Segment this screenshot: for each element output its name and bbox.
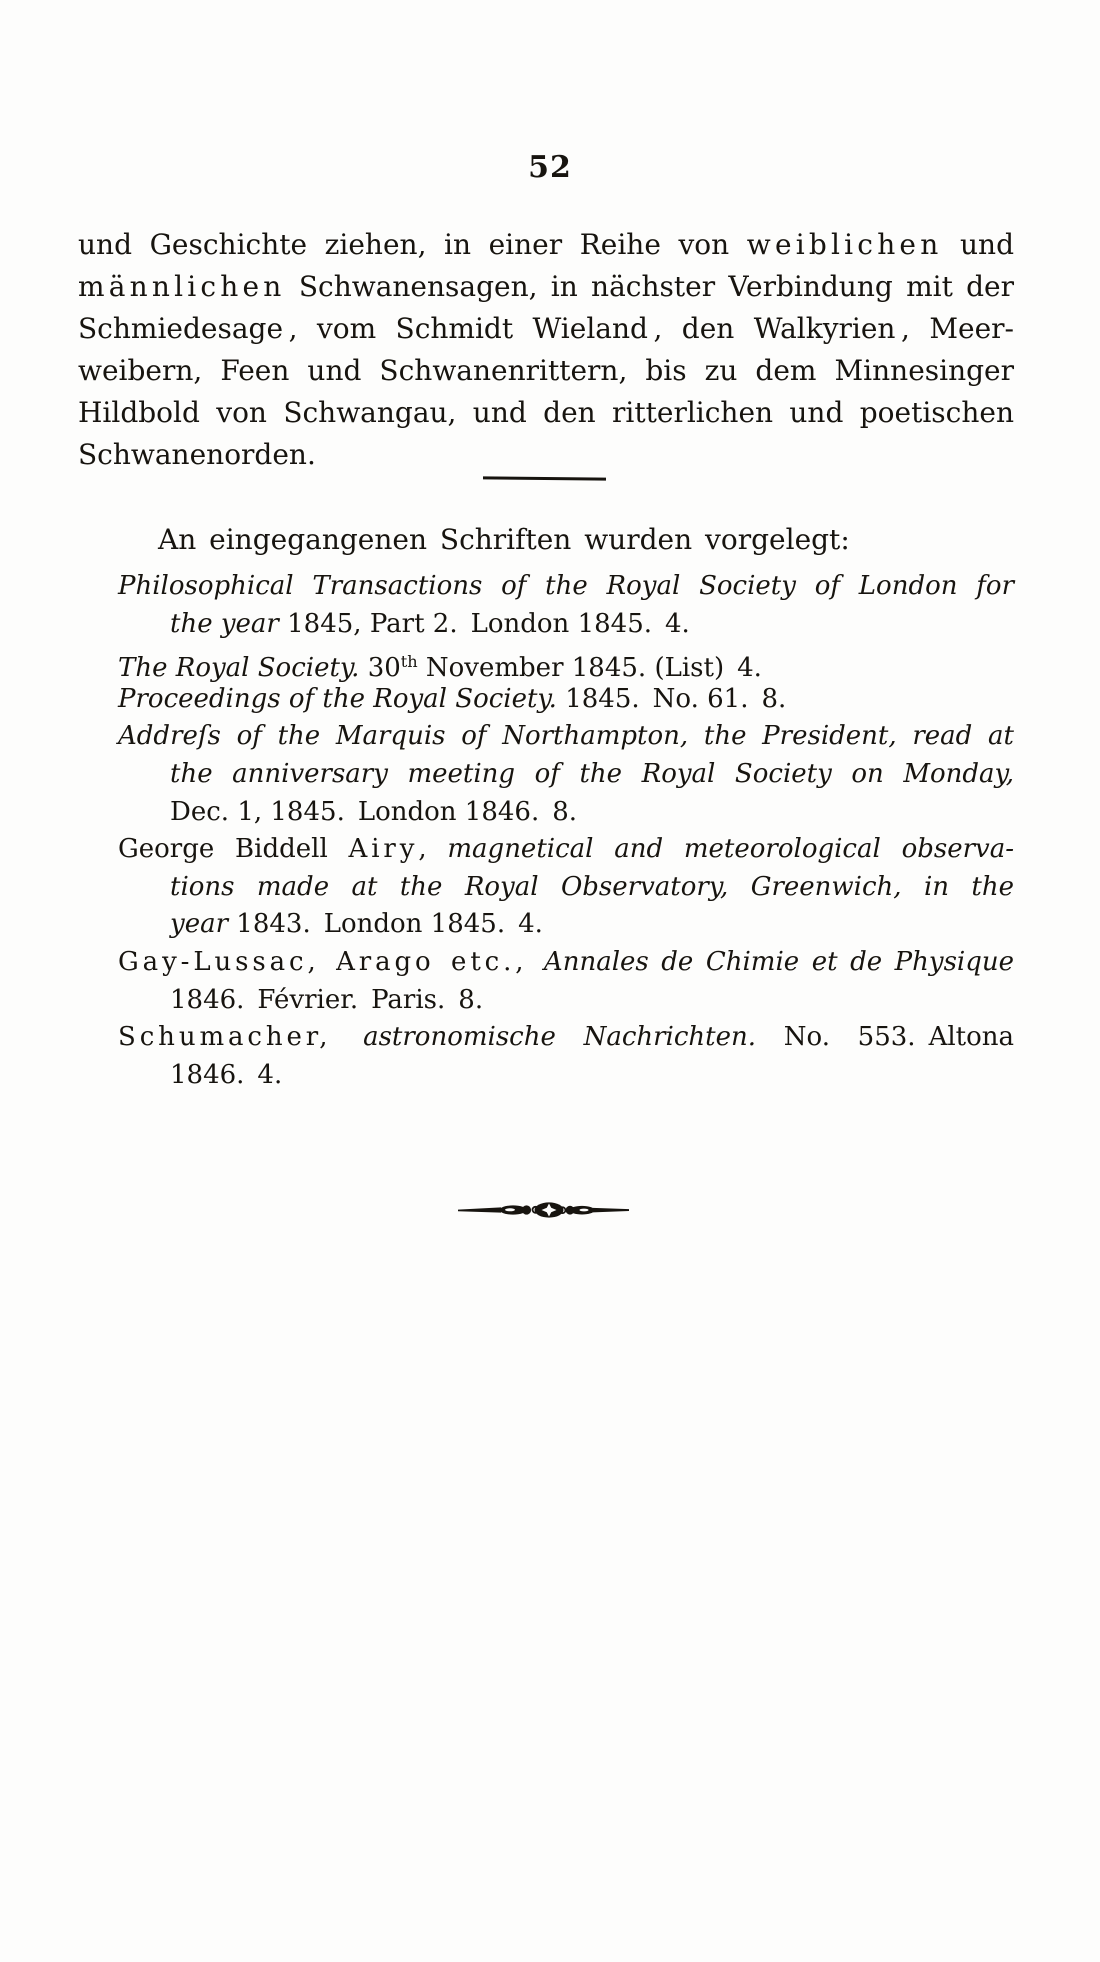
end-ornament bbox=[0, 1198, 1100, 1228]
paragraph-line-1 bbox=[78, 224, 1014, 266]
list-line-proceedings bbox=[118, 681, 1014, 719]
section-heading: An eingegangenen Schriften wurden vorgelegt: bbox=[158, 523, 850, 556]
page-number: 52 bbox=[528, 150, 572, 185]
list-line-address-2 bbox=[170, 756, 1014, 794]
spaced-word: weiblichen bbox=[746, 228, 943, 261]
list-line-philosophical-1 bbox=[118, 568, 1014, 606]
text-segment: 30 bbox=[367, 653, 401, 684]
list-line-royal-society bbox=[118, 643, 1014, 684]
body-paragraph bbox=[78, 224, 1014, 476]
list-line-airy-1 bbox=[118, 831, 1014, 869]
paragraph-line-2 bbox=[78, 266, 1014, 308]
list-line-airy-3 bbox=[170, 906, 1014, 944]
spaced-word: Schumacher, bbox=[118, 1022, 364, 1053]
paragraph-line-5: Hildbold von Schwangau, und den ritterlichen und poetischen bbox=[78, 396, 1014, 429]
italic-title: the year bbox=[170, 608, 288, 639]
text-segment: , bbox=[418, 834, 448, 865]
italic-title: the anniversary meeting of the Royal Society on Monday, bbox=[170, 758, 1014, 789]
spaced-word: männlichen bbox=[78, 270, 286, 303]
italic-title: tions made at the Royal Observatory, Greenwich, in the bbox=[170, 871, 1014, 902]
list-line-philosophical-2 bbox=[170, 606, 1014, 644]
list-line-address-1 bbox=[118, 718, 1014, 756]
list-line-gaylussac-2: 1846. Février. Paris. 8. bbox=[170, 984, 484, 1015]
italic-title: Proceedings of the Royal Society. bbox=[118, 683, 566, 714]
text-segment: November 1845. (List) 4. bbox=[417, 653, 762, 684]
text-segment: 1843. London 1845. 4. bbox=[236, 909, 543, 940]
italic-title: astronomische Nachrichten. bbox=[363, 1022, 784, 1053]
paragraph-line-4: weibern, Feen und Schwanenrittern, bis zu dem Minnesinger bbox=[78, 354, 1014, 387]
italic-title: magnetical and meteorological observa- bbox=[447, 834, 1015, 865]
spaced-word: Airy bbox=[348, 834, 419, 865]
paragraph-line-3: Schmiedesage , vom Schmidt Wieland , den Walkyrien , Meer- bbox=[78, 312, 1014, 345]
text-segment: George Biddell bbox=[118, 834, 349, 865]
text-segment: 1845. No. 61. 8. bbox=[565, 683, 787, 714]
text-segment: No. 553. Altona bbox=[783, 1022, 1015, 1053]
italic-title: Addreſs of the Marquis of Northampton, the President, read at bbox=[118, 721, 1014, 752]
list-line-airy-2 bbox=[170, 869, 1014, 907]
list-line-schumacher-1 bbox=[118, 1019, 1014, 1057]
italic-title: The Royal Society. bbox=[118, 653, 368, 684]
spaced-word: Gay-Lussac, Arago etc., bbox=[118, 946, 544, 977]
text-segment: Schwanensagen, in nächster Verbindung mit der bbox=[285, 270, 1014, 303]
list-line-schumacher-2: 1846. 4. bbox=[170, 1059, 283, 1090]
text-segment: und Geschichte ziehen, in einer Reihe von bbox=[78, 228, 747, 261]
text-segment: 1845, Part 2. London 1845. 4. bbox=[287, 608, 690, 639]
publications-list bbox=[78, 568, 1014, 1094]
italic-title: Philosophical Transactions of the Royal Society of London for bbox=[118, 571, 1014, 601]
superscript: th bbox=[400, 652, 418, 672]
end-ornament-icon bbox=[456, 1198, 631, 1224]
paragraph-line-6: Schwanenorden. bbox=[78, 438, 316, 471]
list-line-gaylussac-1 bbox=[118, 944, 1014, 982]
list-line-address-3: Dec. 1, 1845. London 1846. 8. bbox=[170, 796, 578, 827]
italic-title: year bbox=[170, 909, 237, 940]
section-divider bbox=[483, 476, 606, 480]
italic-title: Annales de Chimie et de Physique bbox=[543, 946, 1015, 977]
text-segment: und bbox=[942, 228, 1015, 261]
